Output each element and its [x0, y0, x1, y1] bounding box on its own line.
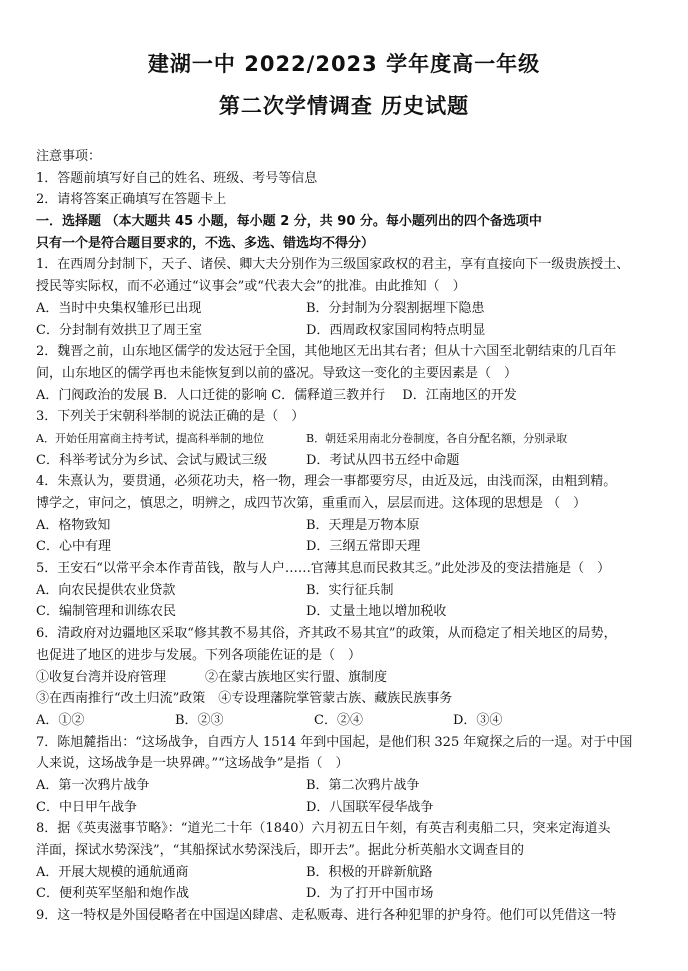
statement-items: ①收复台湾并设府管理 ②在蒙古族地区实行盟、旗制度: [36, 669, 388, 685]
option-row: [36, 775, 656, 797]
option-c: C．编制管理和训练农民: [36, 604, 176, 620]
option-row: [36, 298, 656, 320]
option-row: [36, 515, 656, 537]
question-stem: 间，山东地区的儒学再也未能恢复到以前的盛况。导致这一变化的主要因素是（ ）: [36, 365, 518, 381]
option-c: C．②④: [314, 712, 363, 728]
option-d: D．丈量土地以增加税收: [306, 604, 447, 620]
option-a: A．开始任用富商主持考试，提高科举制的地位: [36, 431, 264, 445]
question-stem: 5．王安石“以常平余本作青苗钱，散与人户……官薄其息而民救其乏。”此处涉及的变法措施是（ ）: [36, 561, 611, 577]
option-c: C．心中有理: [36, 539, 111, 555]
notice-item: 1．答题前填写好自己的姓名、班级、考号等信息: [36, 170, 318, 186]
option-d: D．三纲五常即天理: [306, 539, 421, 555]
section-heading: 一．选择题 （本大题共 45 小题，每小题 2 分，共 90 分。每小题列出的四个备选项中: [36, 214, 542, 230]
option-c: C．便利英军坚船和炮作战: [36, 886, 189, 902]
exam-title-line1: 建湖一中 2022/2023 学年度高一年级: [147, 52, 541, 76]
question-stem: 2．魏晋之前，山东地区儒学的发达冠于全国，其他地区无出其右者；但从十六国至北朝结束的几百年: [36, 344, 617, 360]
exam-title-line2: 第二次学情调查 历史试题: [218, 94, 470, 118]
option-c: C．科举考试分为乡试、会试与殿试三级: [36, 452, 267, 468]
option-row: [36, 797, 656, 819]
notice-heading: 注意事项：: [36, 149, 102, 164]
question-stem: 博学之，审问之，慎思之，明辨之，成四节次第，重重而入，层层而进。这体现的思想是 （ ）: [36, 496, 587, 511]
option-row: [36, 883, 656, 905]
option-a: A．当时中央集权雏形已出现: [36, 300, 202, 316]
question-stem: 8．据《英夷滋事节略》：“道光二十年（1840）六月初五日午刻，有英吉利夷船二只，突来定海道头: [36, 821, 611, 837]
option-b: B．积极的开辟新航路: [306, 864, 433, 880]
option-row: [36, 428, 656, 450]
option-b: B．第二次鸦片战争: [306, 777, 420, 793]
option-row: [36, 580, 656, 602]
option-row: [36, 320, 656, 342]
option-row: [36, 450, 656, 472]
option-row: A．门阀政治的发展 B．人口迁徙的影响 C．儒释道三教并行 D．江南地区的开发: [36, 387, 517, 403]
option-d: D．八国联军侵华战争: [306, 799, 434, 815]
exam-content: [36, 146, 656, 927]
option-b: B．天理是万物本原: [306, 517, 420, 533]
option-a: A．①②: [36, 712, 85, 728]
option-a: A．向农民提供农业贷款: [36, 582, 176, 598]
option-b: B．②③: [175, 712, 224, 728]
question-stem: 3．下列关于宋朝科举制的说法正确的是（ ）: [36, 409, 305, 425]
question-stem: 授民等实际权，而不必通过“议事会”或“代表大会”的批准。由此推知（ ）: [36, 279, 466, 295]
option-c: C．中日甲午战争: [36, 799, 137, 815]
notice-item: 2．请将答案正确填写在答题卡上: [36, 192, 227, 208]
option-b: B．朝廷采用南北分卷制度，各自分配名额，分别录取: [306, 431, 568, 445]
statement-items: ③在西南推行“改土归流”政策 ④专设理藩院掌管蒙古族、藏族民族事务: [36, 691, 453, 707]
option-b: B．实行征兵制: [306, 582, 394, 598]
option-row: [36, 862, 656, 884]
option-a: A．开展大规模的通航通商: [36, 864, 189, 880]
option-c: C．分封制有效拱卫了周王室: [36, 322, 202, 338]
question-stem: 7．陈旭麓指出：“这场战争，自西方人 1514 年到中国起，是他们积 325 年窥探之后的一逞。对于中国: [36, 734, 633, 750]
question-stem: 9．这一特权是外国侵略者在中国逞凶肆虐、走私贩毒、进行各种犯罪的护身符。他们可以凭借这一特: [36, 908, 617, 924]
question-stem: 洋面，探试水势深浅”，“其船探试水势深浅后，即开去”。据此分析英船水文调查目的: [36, 843, 524, 858]
question-stem: 4．朱熹认为，要贯通，必须花功夫，格一物，理会一事都要穷尽，由近及远，由浅而深，由粗到精。: [36, 474, 617, 490]
option-d: D．西周政权家国同构特点明显: [306, 322, 486, 338]
option-d: D．考试从四书五经中命题: [306, 452, 460, 468]
question-stem: 人来说，这场战争是一块界碑。”“这场战争”是指（ ）: [36, 756, 349, 772]
question-stem: 也促进了地区的进步与发展。下列各项能佐证的是（ ）: [36, 647, 362, 663]
option-row: [36, 710, 656, 732]
question-stem: 6．清政府对边疆地区采取“修其教不易其俗，齐其政不易其宜”的政策，从而稳定了相关地区的局势，: [36, 626, 617, 642]
option-row: [36, 601, 656, 623]
section-heading-cont: 只有一个是符合题目要求的，不选、多选、错选均不得分）: [36, 235, 375, 251]
option-a: A．格物致知: [36, 517, 111, 533]
option-d: D．为了打开中国市场: [306, 886, 434, 902]
option-row: [36, 536, 656, 558]
option-a: A．第一次鸦片战争: [36, 777, 150, 793]
question-stem: 1．在西周分封制下，天子、诸侯、卿大夫分别作为三级国家政权的君主，享有直接向下一级贵族授土、: [36, 257, 630, 273]
option-b: B．分封制为分裂割据埋下隐患: [306, 300, 485, 316]
option-d: D．③④: [453, 712, 503, 728]
